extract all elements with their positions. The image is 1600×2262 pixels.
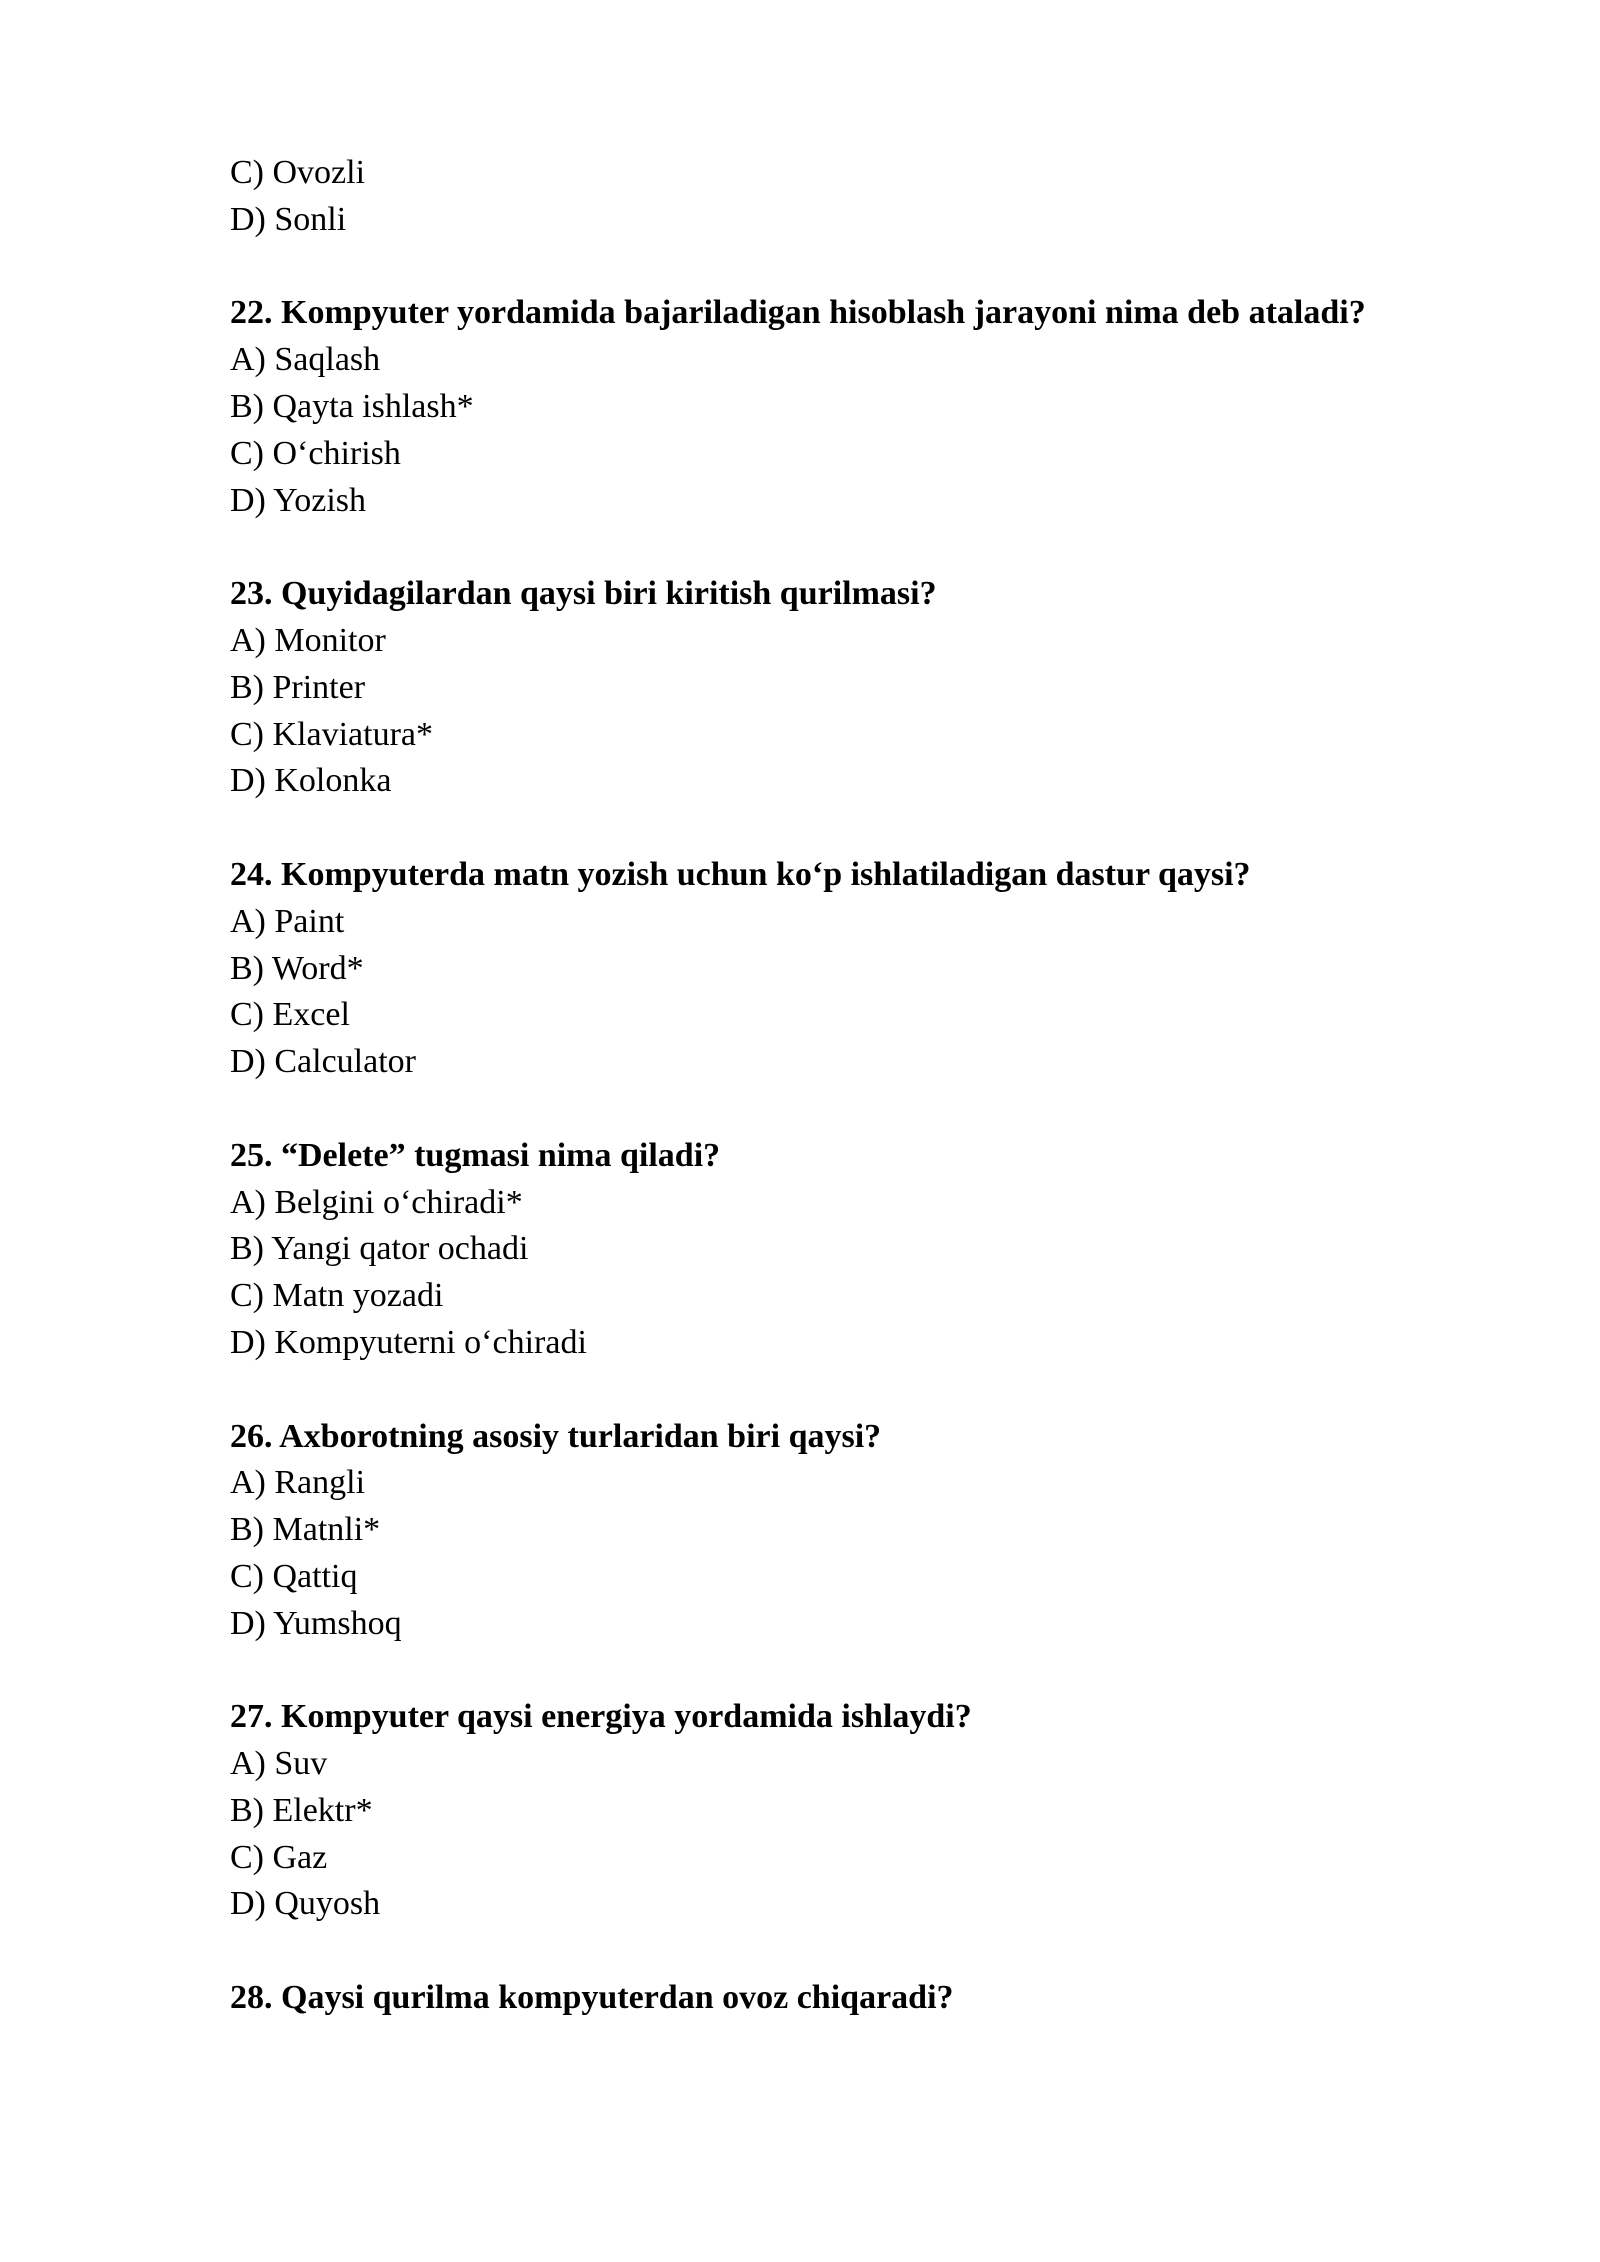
- question-24: [230, 852, 1410, 1086]
- option: A) Saqlash: [230, 341, 381, 379]
- question-text: 23. Quyidagilardan qaysi biri kiritish qurilmasi?: [230, 575, 937, 613]
- option: C) Excel: [230, 996, 350, 1034]
- option: C) Klaviatura*: [230, 715, 433, 753]
- question-27: [230, 1694, 1410, 1928]
- option: A) Belgini o‘chiradi*: [230, 1183, 523, 1221]
- option: C) Qattiq: [230, 1557, 358, 1595]
- option: A) Rangli: [230, 1464, 366, 1502]
- question-22: [230, 290, 1410, 524]
- question-26: [230, 1414, 1410, 1648]
- question-text: 22. Kompyuter yordamida bajariladigan hisoblash jarayoni nima deb ataladi?: [230, 294, 1366, 332]
- option: B) Matnli*: [230, 1511, 381, 1549]
- question-text: 26. Axborotning asosiy turlaridan biri qaysi?: [230, 1417, 882, 1455]
- question-text: 28. Qaysi qurilma kompyuterdan ovoz chiqaradi?: [230, 1979, 954, 2017]
- option: C) Gaz: [230, 1838, 328, 1876]
- option-list: [230, 618, 1410, 805]
- option: A) Paint: [230, 902, 345, 940]
- document-page: [230, 150, 1410, 2022]
- option: A) Suv: [230, 1745, 328, 1783]
- option: D) Quyosh: [230, 1885, 381, 1923]
- option: B) Elektr*: [230, 1791, 373, 1829]
- question-25: [230, 1133, 1410, 1367]
- option: B) Word*: [230, 949, 364, 987]
- option-list: [230, 337, 1410, 524]
- option: D) Calculator: [230, 1043, 416, 1081]
- option: D) Kompyuterni o‘chiradi: [230, 1323, 587, 1361]
- option: D) Yozish: [230, 481, 367, 519]
- question-text: 25. “Delete” tugmasi nima qiladi?: [230, 1136, 721, 1174]
- option-list: [230, 1741, 1410, 1928]
- option: B) Qayta ishlash*: [230, 387, 474, 425]
- option: B) Yangi qator ochadi: [230, 1230, 529, 1268]
- option: C) O‘chirish: [230, 434, 401, 472]
- option: C) Ovozli: [230, 154, 366, 191]
- option-list: [230, 1180, 1410, 1367]
- option: D) Sonli: [230, 200, 347, 238]
- question-28: [230, 1975, 1410, 2022]
- lead-options: [230, 150, 1410, 244]
- option: B) Printer: [230, 668, 366, 706]
- option-list: [230, 1460, 1410, 1647]
- option-list: [230, 899, 1410, 1086]
- option: D) Yumshoq: [230, 1604, 402, 1642]
- option: A) Monitor: [230, 621, 386, 659]
- question-text: 27. Kompyuter qaysi energiya yordamida ishlaydi?: [230, 1698, 972, 1736]
- question-text: 24. Kompyuterda matn yozish uchun ko‘p ishlatiladigan dastur qaysi?: [230, 855, 1251, 893]
- option: C) Matn yozadi: [230, 1277, 444, 1315]
- question-23: [230, 571, 1410, 805]
- option: D) Kolonka: [230, 762, 392, 800]
